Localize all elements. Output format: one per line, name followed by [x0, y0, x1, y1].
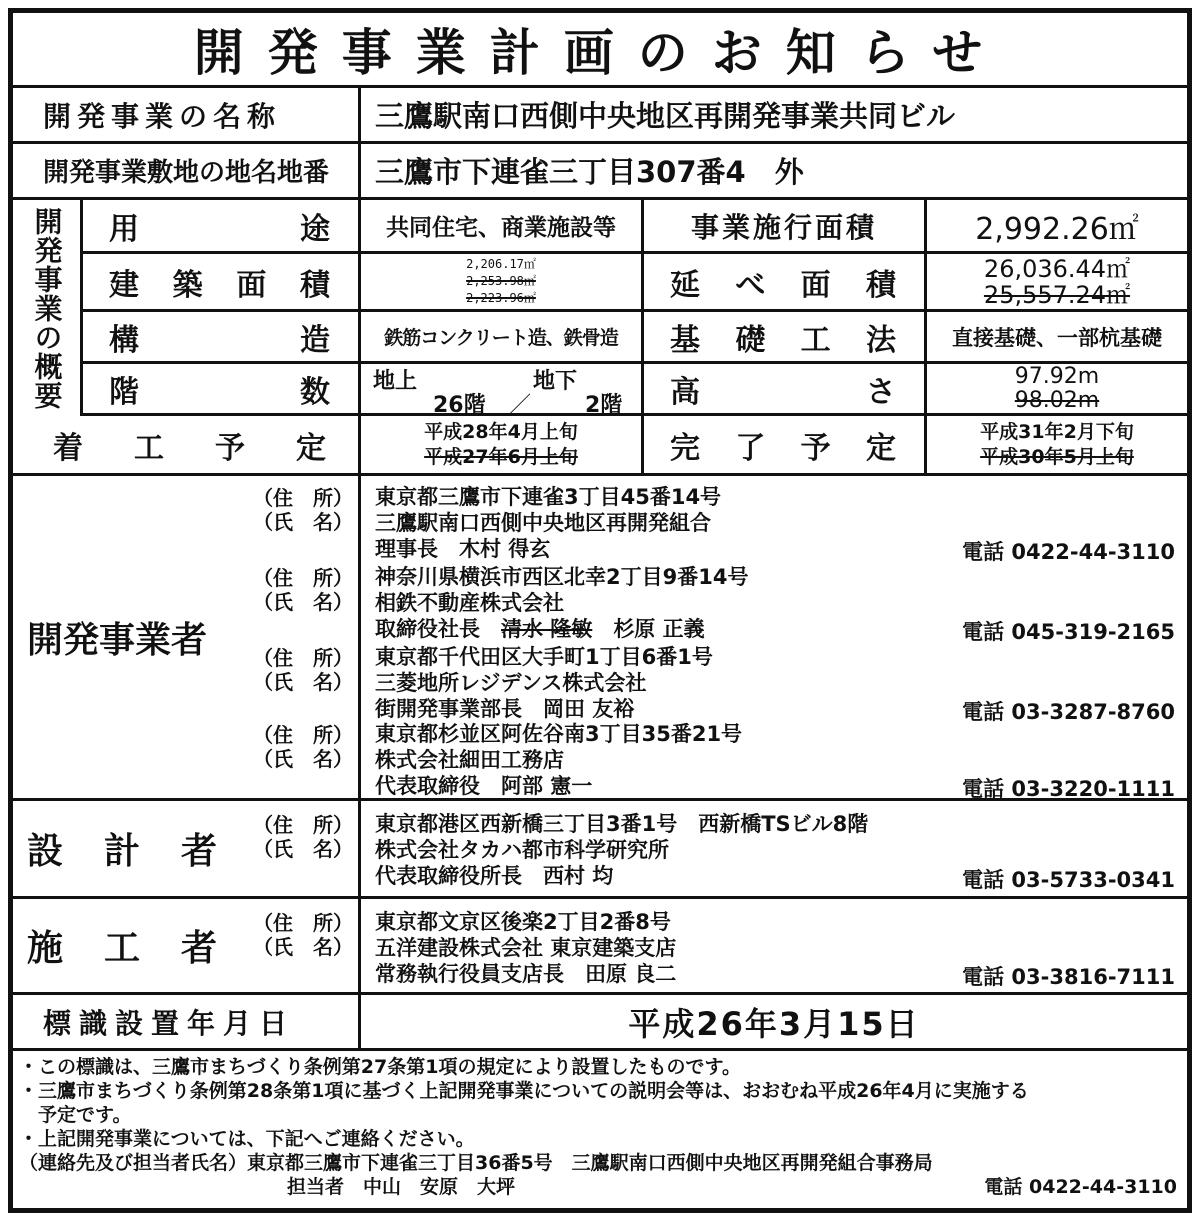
- completion-values: [927, 416, 1187, 473]
- title-row: [13, 13, 1187, 88]
- designer-address: 東京都港区西新橋三丁目3番1号 西新橋TSビル8階: [375, 812, 869, 836]
- start-char: 定: [296, 430, 326, 466]
- foundation-char: 法: [865, 322, 896, 358]
- completion-current: 平成31年2月下旬: [980, 420, 1134, 443]
- divider: [358, 144, 361, 197]
- completion-char: 定: [865, 430, 896, 466]
- start-char: 予: [215, 430, 245, 466]
- floors-above-value: 26階: [433, 393, 486, 418]
- foundation-label: [644, 312, 924, 361]
- rep-title: 取締役社長: [375, 617, 480, 641]
- entry-address: 神奈川県横浜市西区北幸2丁目9番14号: [375, 565, 749, 589]
- note-line: ・この標識は、三鷹市まちづくり条例第27条第1項の規定により設置したものです。: [19, 1056, 741, 1078]
- floors-separator: ／: [509, 393, 532, 418]
- divider: [358, 899, 361, 992]
- use-label: [83, 200, 358, 251]
- name-bracket-text: （氏 名）: [253, 837, 353, 861]
- rep-name: 阿部 憲一: [501, 774, 593, 798]
- building-area-current: 2,206.17㎡: [466, 257, 536, 271]
- use-text: 共同住宅、商業施設等: [386, 215, 616, 241]
- site-address-row: [13, 144, 1187, 200]
- installed-date: 平成26年3月15日: [628, 1004, 920, 1043]
- floor-area-current: 26,036.44㎡: [983, 254, 1131, 283]
- address-bracket-text: （住 所）: [253, 813, 353, 837]
- developer-entry: [13, 721, 1187, 799]
- rep-name: 田原 良二: [585, 962, 677, 986]
- contact-address: 東京都三鷹市下連雀三丁目36番5号 三鷹駅南口西側中央地区再開発組合事務局: [247, 1152, 933, 1174]
- floor-area-char: 延: [670, 267, 700, 303]
- height-label-a: 高: [670, 374, 700, 410]
- overview-section-label: [13, 200, 83, 416]
- project-name-text: 三鷹駅南口西側中央地区再開発事業共同ビル: [375, 99, 956, 133]
- schedule-row: [13, 416, 1187, 476]
- note-line: ・上記開発事業については、下記へご連絡ください。: [19, 1128, 475, 1150]
- rep-title: 代表取締役所長: [375, 864, 522, 888]
- designer-phone: 電話 03-5733-0341: [962, 868, 1175, 892]
- start-values: [361, 416, 641, 473]
- designer-label: [27, 801, 227, 896]
- completion-char: 了: [735, 430, 766, 466]
- building-area-label: [83, 254, 358, 309]
- floor-area-values: [927, 254, 1187, 309]
- start-char: 着: [53, 430, 83, 466]
- rep-old-name: 清水 隆敏: [501, 617, 593, 641]
- contact-phone: 電話 0422-44-3110: [984, 1176, 1177, 1198]
- structure-text: 鉄筋コンクリート造、鉄骨造: [384, 327, 618, 349]
- floor-area-label: [644, 254, 924, 309]
- designer-section: [13, 801, 1187, 899]
- site-address-label: [43, 144, 363, 197]
- address-bracket-text: （住 所）: [253, 723, 353, 747]
- builder-representative: [375, 961, 676, 987]
- height-label: [644, 364, 924, 413]
- entry-company: 相鉄不動産株式会社: [375, 591, 564, 615]
- address-bracket: [253, 723, 353, 747]
- rep-name: 杉原 正義: [613, 617, 705, 641]
- site-address-value: [375, 144, 1187, 197]
- builder-section: [13, 899, 1187, 995]
- site-address-label-text: 開発事業敷地の地名地番: [43, 158, 330, 188]
- height-current: 97.92m: [1014, 363, 1100, 389]
- foundation-char: 礎: [735, 322, 766, 358]
- developer-section: [13, 476, 1187, 801]
- project-name-value: [375, 88, 1187, 141]
- rep-title: 理事長: [375, 537, 438, 561]
- completion-old: 平成30年5月上旬: [980, 445, 1134, 468]
- installed-label: [43, 995, 353, 1048]
- name-bracket: [253, 590, 353, 614]
- entry-address: 東京都千代田区大手町1丁目6番1号: [375, 645, 713, 669]
- entry-lines: [375, 721, 742, 799]
- structure-label-b: 造: [300, 322, 330, 358]
- designer-lines: [375, 811, 868, 889]
- designer-company: 株式会社タカハ都市科学研究所: [375, 838, 669, 862]
- installed-value: [361, 995, 1187, 1048]
- entry-address: 東京都杉並区阿佐谷南3丁目35番21号: [375, 722, 743, 746]
- notice-board: [8, 8, 1192, 1213]
- floors-row: [83, 364, 1187, 416]
- entry-representative: [375, 616, 748, 642]
- entry-company: 三鷹駅南口西側中央地区再開発組合: [375, 511, 711, 535]
- floors-below-value: 2階: [585, 393, 623, 418]
- name-bracket-text: （氏 名）: [253, 935, 353, 959]
- rep-name: 木村 得玄: [459, 537, 551, 561]
- rep-name: 岡田 友裕: [543, 697, 635, 721]
- building-area-char: 築: [172, 267, 203, 303]
- developer-entry: [13, 484, 1187, 562]
- notes: [19, 1055, 1179, 1199]
- height-old: 98.02m: [1014, 387, 1100, 413]
- page-title: [13, 13, 1187, 85]
- entry-lines: [375, 644, 713, 722]
- floor-area-char: 積: [865, 267, 896, 303]
- start-current: 平成28年4月上旬: [424, 420, 578, 443]
- entry-representative: [375, 696, 713, 722]
- divider: [358, 88, 361, 141]
- height-values: [927, 364, 1187, 413]
- address-bracket-text: （住 所）: [253, 911, 353, 935]
- floor-area-old: 25,557.24㎡: [983, 280, 1131, 309]
- entry-lines: [375, 564, 748, 642]
- floors-below-label: 地下: [533, 369, 578, 394]
- project-area-label-text: 事業施行面積: [690, 210, 877, 244]
- foundation-text: 直接基礎、一部杭基礎: [952, 325, 1162, 350]
- note-line: 予定です。: [19, 1104, 132, 1126]
- rep-title: 代表取締役: [375, 774, 480, 798]
- building-area-old-2: 2,223.96㎡: [466, 291, 536, 305]
- name-bracket-text: （氏 名）: [253, 747, 353, 771]
- project-area-label: [644, 200, 924, 251]
- overview-label-text: 開発事業の概要: [30, 206, 64, 410]
- developer-entry: [13, 564, 1187, 642]
- entry-representative: [375, 773, 742, 799]
- installed-row: [13, 995, 1187, 1051]
- project-name-label: [43, 88, 363, 141]
- rep-title: 街開発事業部長: [375, 697, 522, 721]
- completion-char: 予: [800, 430, 831, 466]
- rep-name: 西村 均: [543, 864, 614, 888]
- floors-above-label: 地上: [373, 369, 418, 394]
- site-address-text: 三鷹市下連雀三丁目307番4 外: [375, 155, 804, 189]
- name-bracket-text: （氏 名）: [253, 670, 353, 694]
- floors-label-a: 階: [109, 374, 139, 410]
- building-area-char: 建: [109, 267, 139, 303]
- contact-staff: 担当者 中山 安原 大坪: [287, 1176, 516, 1198]
- use-label-b: 途: [300, 211, 330, 247]
- start-old: 平成27年6月上旬: [424, 445, 578, 468]
- entry-phone: 電話 03-3220-1111: [962, 777, 1175, 801]
- foundation-char: 基: [670, 322, 700, 358]
- builder-char: 者: [180, 928, 217, 969]
- address-bracket: [253, 646, 353, 670]
- builder-label: [27, 899, 227, 992]
- title-text: 開発事業計画のお知らせ: [193, 24, 1007, 82]
- address-bracket: [253, 486, 353, 510]
- developer-label-text: 開発事業者: [27, 619, 208, 661]
- structure-row: [83, 312, 1187, 364]
- builder-address: 東京都文京区後楽2丁目2番8号: [375, 910, 671, 934]
- contact-label: （連絡先及び担当者氏名）: [19, 1152, 248, 1174]
- height-label-b: さ: [866, 374, 896, 410]
- name-bracket: [253, 510, 353, 534]
- floors-label-b: 数: [300, 374, 330, 410]
- address-bracket: [253, 566, 353, 590]
- designer-char: 者: [180, 831, 217, 872]
- name-bracket-text: （氏 名）: [253, 510, 353, 534]
- structure-value: [361, 312, 641, 361]
- floor-area-char: べ: [735, 267, 766, 303]
- name-bracket: [253, 837, 353, 861]
- building-area-old-1: 2,253.98㎡: [466, 274, 536, 288]
- entry-phone: 電話 0422-44-3110: [962, 540, 1175, 564]
- designer-char: 計: [103, 831, 140, 872]
- address-bracket-text: （住 所）: [253, 566, 353, 590]
- entry-representative: [375, 536, 721, 562]
- staff-line: [19, 1175, 1179, 1199]
- entry-phone: 電話 045-319-2165: [962, 620, 1175, 644]
- building-area-values: [361, 254, 641, 309]
- use-label-a: 用: [109, 211, 139, 247]
- project-name-label-text: 開発事業の名称: [43, 99, 282, 133]
- name-bracket-text: （氏 名）: [253, 590, 353, 614]
- floor-area-char: 面: [800, 267, 831, 303]
- developer-entry: [13, 644, 1187, 722]
- entry-lines: [375, 484, 721, 562]
- structure-label-a: 構: [109, 322, 139, 358]
- name-bracket: [253, 935, 353, 959]
- start-label: [13, 416, 358, 473]
- name-bracket: [253, 670, 353, 694]
- entry-address: 東京都三鷹市下連雀3丁目45番14号: [375, 485, 722, 509]
- completion-char: 完: [670, 430, 700, 466]
- foundation-char: 工: [800, 322, 831, 358]
- address-bracket: [253, 813, 353, 837]
- designer-char: 設: [27, 831, 64, 872]
- contact-line: [19, 1151, 1179, 1175]
- installed-label-text: 標識設置年月日: [43, 1006, 296, 1040]
- completion-label: [644, 416, 924, 473]
- foundation-value: [927, 312, 1187, 361]
- project-name-row: [13, 88, 1187, 144]
- use-value: [361, 200, 641, 251]
- note-line: ・三鷹市まちづくり条例第28条第1項に基づく上記開発事業についての説明会等は、おおむね平成26年4月に実施する: [19, 1080, 1029, 1102]
- floors-value: [361, 364, 641, 418]
- start-char: 工: [134, 430, 164, 466]
- project-area-value: [927, 200, 1187, 251]
- designer-representative: [375, 863, 868, 889]
- builder-char: 工: [103, 928, 140, 969]
- builder-lines: [375, 909, 676, 987]
- floors-label: [83, 364, 358, 413]
- address-bracket-text: （住 所）: [253, 646, 353, 670]
- builder-char: 施: [27, 928, 64, 969]
- rep-title: 常務執行役員支店長: [375, 962, 564, 986]
- building-area-char: 積: [299, 267, 330, 303]
- address-bracket-text: （住 所）: [253, 486, 353, 510]
- entry-phone: 電話 03-3287-8760: [962, 700, 1175, 724]
- entry-company: 三菱地所レジデンス株式会社: [375, 671, 647, 695]
- builder-phone: 電話 03-3816-7111: [962, 965, 1175, 989]
- name-bracket: [253, 747, 353, 771]
- entry-company: 株式会社細田工務店: [375, 748, 564, 772]
- building-area-row: [83, 254, 1187, 312]
- building-area-char: 面: [236, 267, 267, 303]
- project-area-text: 2,992.26㎡: [975, 211, 1139, 247]
- use-row: [83, 200, 1187, 254]
- builder-company: 五洋建設株式会社 東京建築支店: [375, 936, 677, 960]
- address-bracket: [253, 911, 353, 935]
- divider: [358, 801, 361, 896]
- structure-label: [83, 312, 358, 361]
